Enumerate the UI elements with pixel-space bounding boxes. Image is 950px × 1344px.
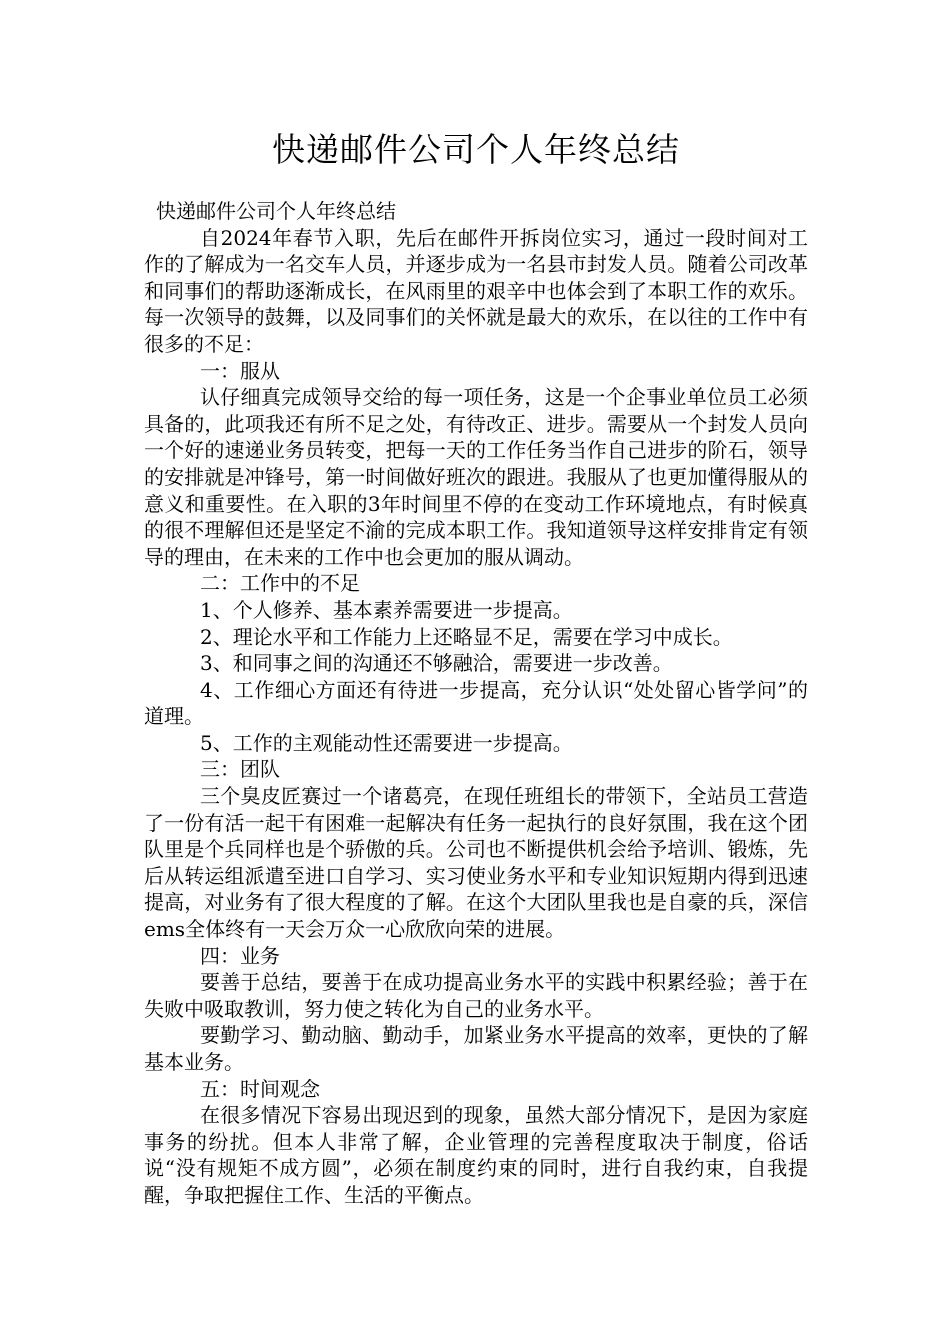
- team-paragraph: 三个臭皮匠赛过一个诸葛亮，在现任班组长的带领下，全站员工营造了一份有活一起干有困难一起解决有任务一起执行的良好氛围，我在这个团队里是个兵同样也是个骄傲的兵。公司也不断提供机会给予培训、锻炼，先后从转运组派遣至进口自学习、实习使业务水平和专业知识短期内得到迅速提高，对业务有了很大程度的了解。在这个大团队里我也是自豪的兵，深信ems全体终有一天会万众一心欣欣向荣的进展。: [144, 784, 808, 942]
- section-heading-time: 五：时间观念: [200, 1076, 320, 1101]
- business-paragraph-2: 要勤学习、勤动脑、勤动手，加紧业务水平提高的效率，更快的了解基本业务。: [144, 1023, 808, 1074]
- shortcoming-item-5: 5、工作的主观能动性还需要进一步提高。: [200, 730, 573, 755]
- section-heading-shortcomings: 二：工作中的不足: [200, 571, 360, 596]
- obey-paragraph: 认仔细真完成领导交给的每一项任务，这是一个企事业单位员工必须具备的，此项我还有所不足之处，有待改正、进步。需要从一个封发人员向一个好的速递业务员转变，把每一天的工作任务当作自己进步的阶石，领导的安排就是冲锋号，第一时间做好班次的跟进。我服从了也更加懂得服从的意义和重要性。在入职的3年时间里不停的在变动工作环境地点，有时候真的很不理解但还是坚定不渝的完成本职工作。我知道领导这样安排肯定有领导的理由，在未来的工作中也会更加的服从调动。: [144, 385, 808, 569]
- intro-paragraph: 自2024年春节入职，先后在邮件开拆岗位实习，通过一段时间对工作的了解成为一名交车人员，并逐步成为一名县市封发人员。随着公司改革和同事们的帮助逐渐成长，在风雨里的艰辛中也体会到了本职工作的欢乐。每一次领导的鼓舞，以及同事们的关怀就是最大的欢乐，在以往的工作中有很多的不足：: [144, 225, 808, 356]
- time-paragraph: 在很多情况下容易出现迟到的现象，虽然大部分情况下，是因为家庭事务的纷扰。但本人非常了解，企业管理的完善程度取决于制度，俗话说“没有规矩不成方圆”，必须在制度约束的同时，进行自我约束，自我提醒，争取把握住工作、生活的平衡点。: [144, 1103, 808, 1207]
- shortcoming-item-3: 3、和同事之间的沟通还不够融洽，需要进一步改善。: [200, 651, 673, 676]
- shortcoming-item-4: 4、工作细心方面还有待进一步提高，充分认识“处处留心皆学问”的道理。: [144, 677, 808, 729]
- section-heading-obey: 一：服从: [200, 358, 280, 383]
- section-heading-team: 三：团队: [200, 757, 280, 782]
- document-body: [144, 198, 808, 1209]
- document-subtitle: 快递邮件公司个人年终总结: [156, 199, 396, 223]
- business-paragraph-1: 要善于总结，要善于在成功提高业务水平的实践中积累经验；善于在失败中吸取教训，努力使之转化为自己的业务水平。: [144, 970, 808, 1021]
- section-heading-business: 四：业务: [200, 943, 280, 968]
- shortcoming-item-2: 2、理论水平和工作能力上还略显不足，需要在学习中成长。: [200, 624, 733, 649]
- document-title: 快递邮件公司个人年终总结: [272, 130, 680, 169]
- shortcoming-item-1: 1、个人修养、基本素养需要进一步提高。: [200, 597, 573, 622]
